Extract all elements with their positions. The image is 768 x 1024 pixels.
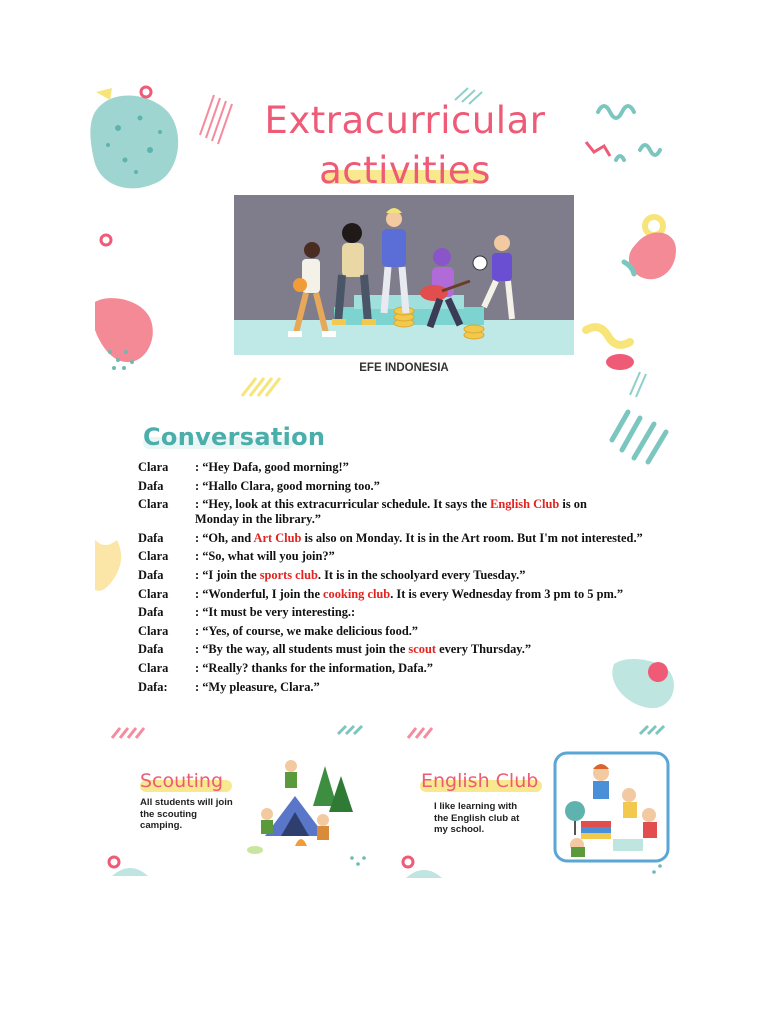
dialogue-line xyxy=(138,568,698,583)
club-keyword: English Club xyxy=(490,497,560,512)
scouting-text xyxy=(140,797,250,832)
dialogue-fragment: . It is every Wednesday from 3 pm to 5 pm.” xyxy=(390,586,624,601)
dialogue-line xyxy=(138,460,698,475)
english-club-illustration xyxy=(553,751,670,863)
scouting-title: Scouting xyxy=(140,770,224,792)
dialogue-fragment: : “Hey Dafa, good morning!” xyxy=(195,460,349,474)
club-keyword: cooking club xyxy=(323,586,391,601)
dialogue-fragment: : “Really? thanks for the information, Dafa.” xyxy=(195,660,433,675)
pink-ring-shape xyxy=(141,87,151,97)
dialogue-line xyxy=(138,587,698,602)
speaker-name: Clara xyxy=(138,623,169,638)
dialogue-text xyxy=(195,460,698,475)
club-keyword: Art Club xyxy=(253,530,302,545)
dialogue-line xyxy=(138,549,698,564)
dialogue-fragment: : “My pleasure, Clara.” xyxy=(195,679,320,694)
dialogue-text xyxy=(195,549,698,564)
speaker-name: Dafa xyxy=(138,478,164,493)
dialogue-list xyxy=(138,460,698,698)
dialogue-text xyxy=(195,680,698,695)
english-club-title: English Club xyxy=(421,770,539,792)
dialogue-text xyxy=(195,479,698,494)
dialogue-text xyxy=(195,605,698,620)
dialogue-fragment: is on Monday in the library.” xyxy=(195,497,587,527)
english-club-text xyxy=(434,801,554,836)
dialogue-text xyxy=(195,661,698,676)
teal-blob-shape xyxy=(90,95,178,188)
hero-caption: EFE INDONESIA xyxy=(359,362,449,374)
speaker-name: Clara xyxy=(138,497,169,512)
speaker-name: Clara xyxy=(138,660,169,675)
english-club-text-content: I like learning with the English club at my school. xyxy=(434,801,520,835)
dialogue-line xyxy=(138,479,698,494)
dialogue-fragment: : “Hey, look at this extracurricular schedule. It says the xyxy=(195,497,491,512)
page-title-line-1: Extracurricular xyxy=(264,99,546,142)
speaker-name: Dafa xyxy=(138,642,164,657)
dialogue-line xyxy=(138,624,698,639)
dialogue-fragment: : “I join the xyxy=(195,567,260,582)
club-keyword: scout xyxy=(408,642,436,657)
scouting-illustration xyxy=(245,746,363,856)
dialogue-text xyxy=(195,642,698,657)
dialogue-line xyxy=(138,605,698,620)
dialogue-text xyxy=(195,587,698,602)
page-title-line-2: activities xyxy=(319,149,491,192)
dialogue-fragment: : “So, what will you join?” xyxy=(195,549,335,564)
yellow-stroke-shape xyxy=(96,88,112,100)
speaker-name: Dafa xyxy=(138,605,164,620)
dialogue-fragment: : “It must be very interesting.: xyxy=(195,605,356,620)
hero-illustration xyxy=(234,195,574,355)
speaker-name: Dafa xyxy=(138,530,164,545)
dialogue-fragment: : “Oh, and xyxy=(195,530,254,545)
dialogue-fragment: every Thursday.” xyxy=(435,642,532,657)
dialogue-text xyxy=(195,531,698,546)
dialogue-fragment: : “Yes, of course, we make delicious food.” xyxy=(195,623,419,638)
dialogue-line xyxy=(138,642,698,657)
speaker-name: Dafa xyxy=(138,567,164,582)
dialogue-text xyxy=(195,624,698,639)
dialogue-fragment: : “Hallo Clara, good morning too.” xyxy=(195,478,380,493)
speaker-name: Dafa: xyxy=(138,679,168,694)
dialogue-fragment: : “By the way, all students must join the xyxy=(195,642,409,657)
dialogue-fragment: . It is in the schoolyard every Tuesday.” xyxy=(317,567,526,582)
club-keyword: sports club xyxy=(259,567,318,582)
speaker-name: Clara xyxy=(138,549,169,564)
dialogue-fragment: is also on Monday. It is in the Art room. But I'm not interested.” xyxy=(301,530,643,545)
students-illustration xyxy=(234,195,574,355)
dialogue-line xyxy=(138,531,698,546)
dialogue-text xyxy=(195,568,698,583)
conversation-heading: Conversation xyxy=(143,423,326,451)
scouting-text-content: All students will join the scouting camping. xyxy=(140,797,233,831)
speaker-name: Clara xyxy=(138,586,169,601)
dialogue-line xyxy=(138,661,698,676)
speaker-name: Clara xyxy=(138,460,169,474)
dialogue-line xyxy=(138,497,698,527)
dialogue-line xyxy=(138,680,698,695)
dialogue-fragment: : “Wonderful, I join the xyxy=(195,586,324,601)
dialogue-text xyxy=(195,497,698,527)
